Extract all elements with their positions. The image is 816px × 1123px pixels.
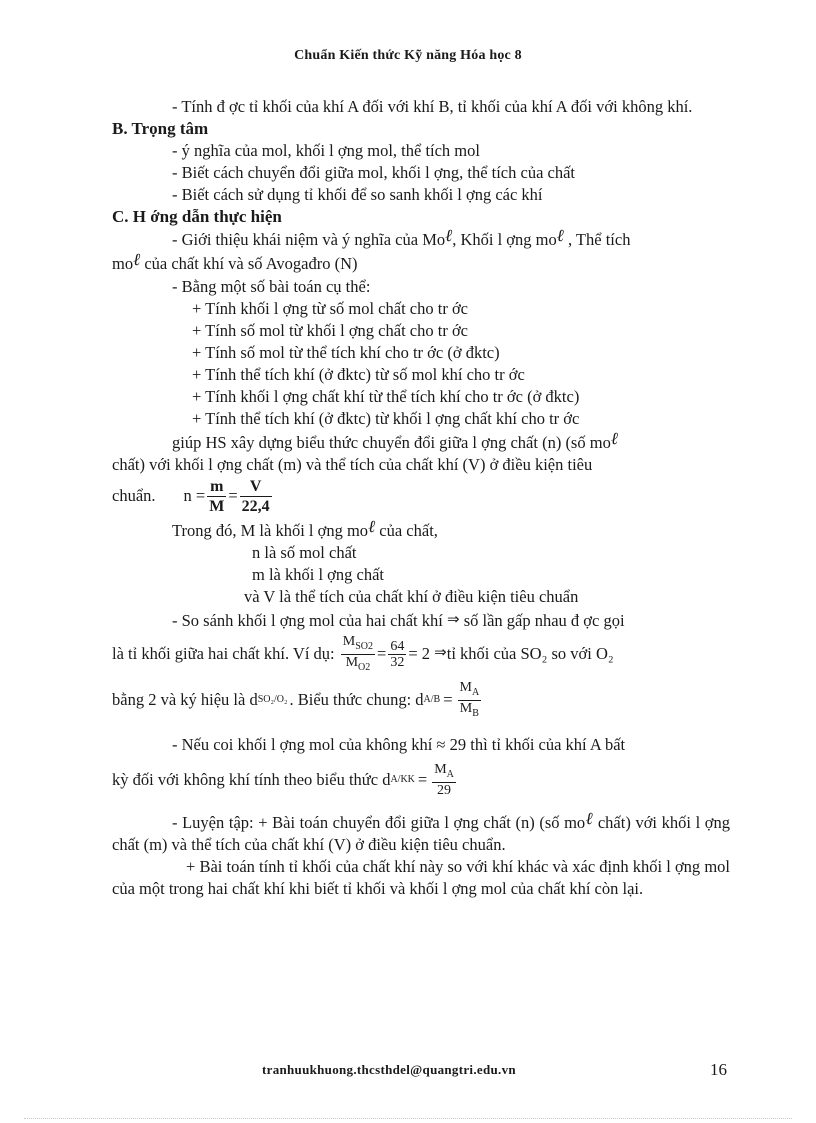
formula-text: giúp HS xây dựng biểu thức chuyển đổi giữa l ợng chất (n) (số mo [172,433,611,452]
example-tail: tỉ khối của SO₂ so với O₂ [446,644,614,663]
problem-item: + Tính khối l ợng từ số mol chất cho tr ớc [192,299,468,318]
practice-paragraph [112,809,730,856]
air-subscript: A/KK [390,774,415,785]
practice-text: chất) với khối l ợng chất (m) và thể tích của chất khí (V) ở điều kiện tiêu chuẩn. [112,813,730,854]
intro-text: , Thể tích [563,230,631,249]
ratio-text: bằng 2 và ký hiệu là d [112,690,258,709]
where-item: m là khối l ợng chất [252,565,384,584]
where-text: của chất, [375,521,438,540]
fraction-MA-over-29: $\frac{M_A}{29}$ [434,762,454,798]
result-text: = 2 [408,644,431,663]
fraction-64-over-32: $\frac{64}{32}$ [390,638,405,670]
air-formula-line [112,756,730,804]
liter-symbol-icon: ℓ [368,517,376,537]
section-c-intro [112,228,730,276]
where-line [112,517,730,542]
equals-sign: = [417,770,428,789]
equals-sign: = [228,486,238,505]
liter-symbol-icon: ℓ [133,250,141,270]
fraction-m-over-M: $\frac{m}{M}$ [209,477,225,515]
section-c-title: C. H ớng dẫn thực hiện [112,207,282,226]
problems-lead: - Bằng một số bài toán cụ thể: [172,277,371,296]
section-b-title: B. Trọng tâm [112,119,209,138]
section-b-item: - Biết cách chuyển đổi giữa mol, khối l ợng, thể tích của chất [172,163,576,182]
problem-item: + Tính số mol từ thể tích khí cho tr ớc (ở đktc) [192,343,500,362]
bottom-dotted-divider [24,1118,792,1119]
practice-text: - Luyện tập: + Bài toán chuyển đổi giữa l ợng chất (n) (số mo [172,813,586,832]
mole-formula-line [112,476,730,516]
fraction-V-over-22-4: $\frac{V}{22,4}$ [241,477,270,515]
air-text: kỳ đối với không khí tính theo biểu thức d [112,770,391,789]
formula-text: chuẩn. [112,486,156,505]
where-text: Trong đó, M là khối l ợng mo [172,521,369,540]
formula-paragraph [112,429,730,454]
implies-arrow-icon: ⇒ [434,643,447,661]
fraction-MA-over-MB: $\frac{M_A}{M_B}$ [459,679,480,719]
compare-line [112,610,730,632]
where-item: n là số mol chất [252,543,357,562]
fraction-MSO2-over-MO2: $\frac{M_{SO2}}{M_{O2}}$ [342,633,374,673]
intro-text: , Khối l ợng mo [452,230,557,249]
implies-arrow-icon: ⇒ [446,610,460,628]
problem-item: + Tính thể tích khí (ở đktc) từ khối l ợng chất khí cho tr ớc [192,409,580,428]
intro-text: - Giới thiệu khái niệm và ý nghĩa của Mo [172,230,446,249]
example-line [112,632,730,676]
intro-text: của chất khí và số Avogađro (N) [140,254,358,273]
intro-text: mo [112,254,134,273]
intro-paragraph: - Tính đ ợc tỉ khối của khí A đối với khí B, tỉ khối của khí A đối với không khí. [172,97,693,116]
liter-symbol-icon: ℓ [585,809,594,829]
page-header: Chuẩn Kiến thức Kỹ năng Hóa học 8 [294,48,522,63]
section-b-item: - Biết cách sử dụng tỉ khối để so sanh khối l ợng các khí [172,185,543,204]
compare-text: - So sánh khối l ợng mol của hai chất khí [172,611,443,630]
compare-text: số lần gấp nhau đ ợc gọi [459,611,625,630]
footer-email: tranhuukhuong.thcsthdel@quangtri.edu.vn [262,1062,516,1077]
ratio-line [112,676,730,724]
problem-item: + Tính thể tích khí (ở đktc) từ số mol khí cho tr ớc [192,365,525,384]
page-content [112,96,730,900]
formula-paragraph-2: chất) với khối l ợng chất (m) và thể tích của chất khí (V) ở điều kiện tiêu [112,455,593,474]
practice-paragraph-2: + Bài toán tính tỉ khối của chất khí này so với khí khác và xác định khối l ợng mol của một trong hai chất khí khi biết tỉ khối và khối l ợng mol của chất khí còn lại. [112,857,730,898]
where-last: và V là thể tích của chất khí ở điều kiện tiêu chuẩn [244,587,579,606]
air-line: - Nếu coi khối l ợng mol của không khí ≈ 29 thì tỉ khối của khí A bất [172,735,626,754]
problem-item: + Tính số mol từ khối l ợng chất cho tr ớc [192,321,468,340]
ratio-subscript: SO₂/O₂ [257,694,288,705]
compare-text: là tỉ khối giữa hai chất khí. Ví dụ: [112,644,335,663]
liter-symbol-icon: ℓ [556,226,564,246]
ratio-subscript: A/B [423,694,441,705]
section-b-item: - ý nghĩa của mol, khối l ợng mol, thể tích mol [172,141,480,160]
page-number: 16 [710,1060,727,1079]
problem-item: + Tính khối l ợng chất khí từ thể tích khí cho tr ớc (ở đktc) [192,387,580,406]
liter-symbol-icon: ℓ [610,429,618,449]
liter-symbol-icon: ℓ [445,226,453,246]
equals-sign: = [443,690,453,709]
equals-sign: = [377,644,387,663]
ratio-text: . Biểu thức chung: d [289,690,424,709]
formula-lhs: n = [183,486,206,505]
